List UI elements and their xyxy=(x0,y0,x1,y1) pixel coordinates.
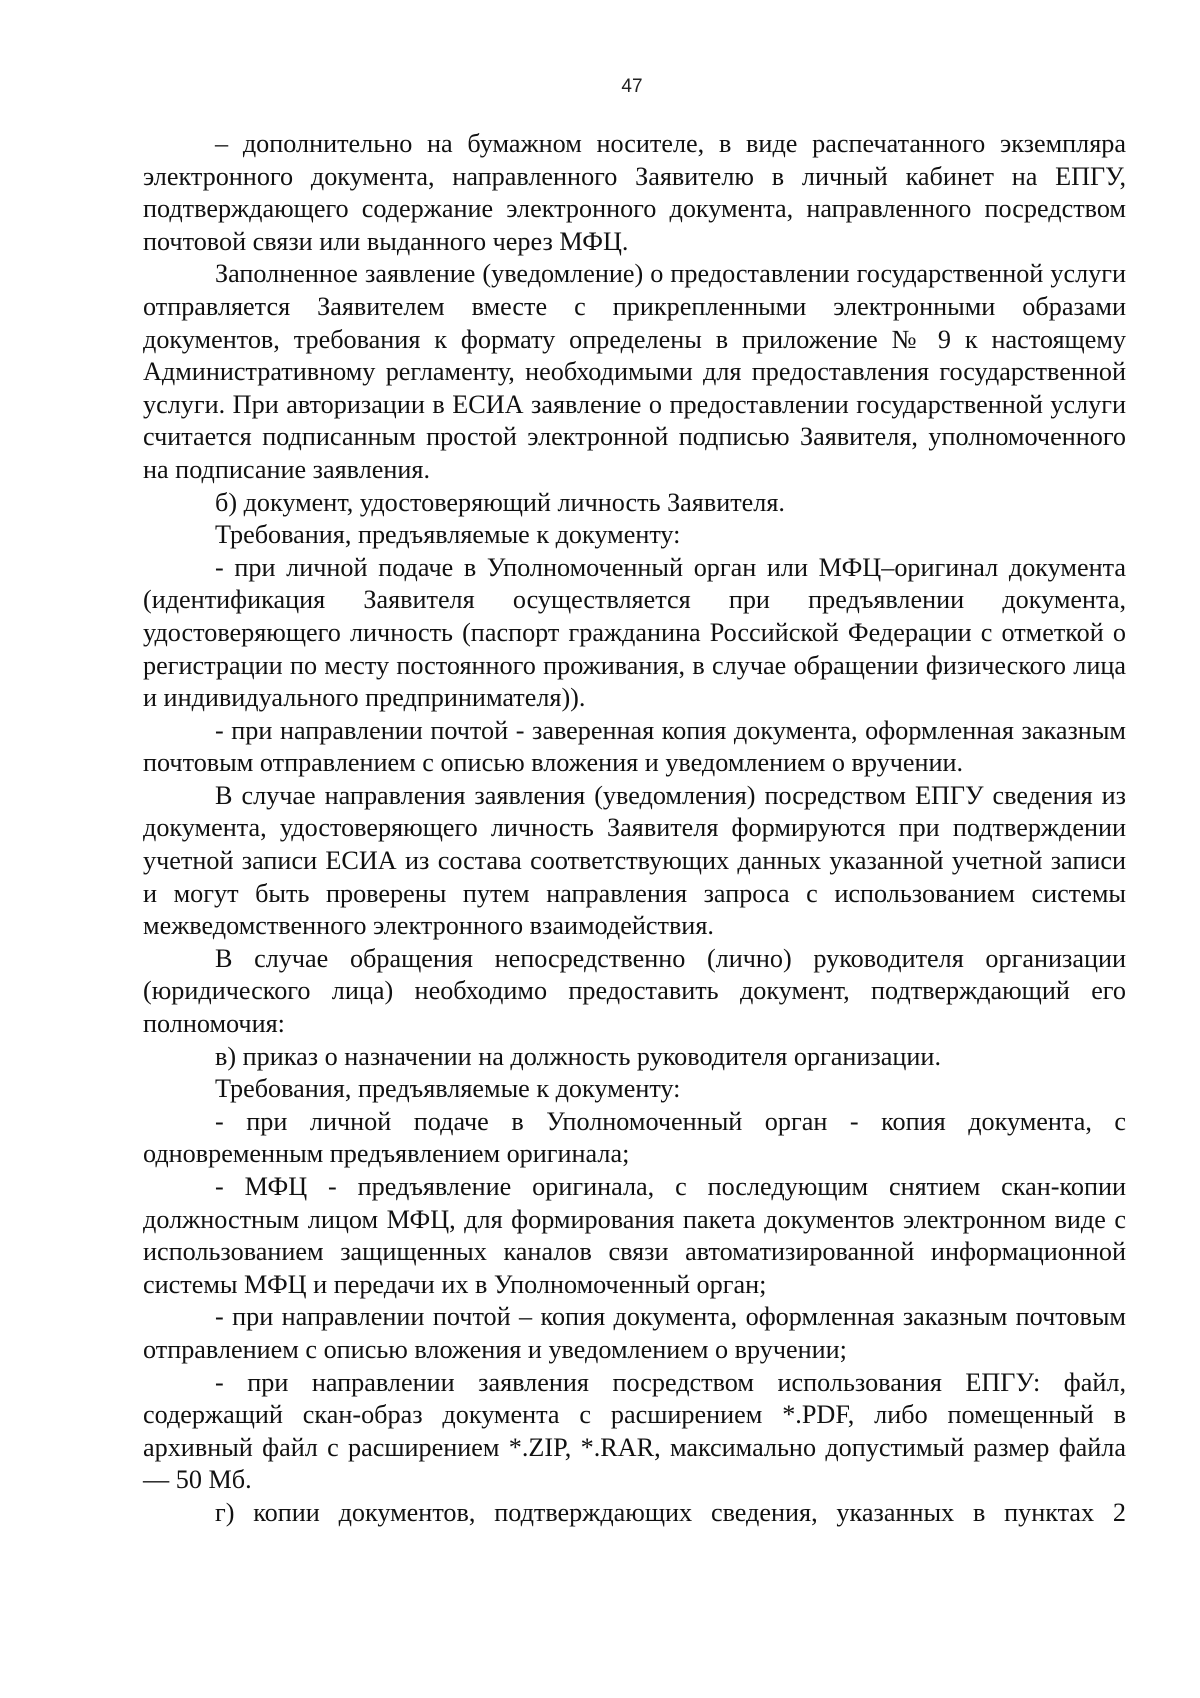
paragraph-requirements-heading-2: Требования, предъявляемые к документу: xyxy=(215,1074,681,1104)
paragraph-copy-with-original: - при личной подаче в Уполномоченный орган - копия документа, с одновременным предъявлением оригинала; xyxy=(143,1106,1126,1169)
page-number: 47 xyxy=(621,76,643,97)
paragraph-application-sending: Заполненное заявление (уведомление) о предоставлении государственной услуги отправляется Заявителем вместе с прикрепленными электронными образами документов, требования к формату определены в приложение № 9 к настоящему Административному регламенту, необходимыми для предоставления государственной услуги. При авторизации в ЕСИА заявление о предоставлении государственной услуги считается подписанным простой электронной подписью Заявителя, уполномоченного на подписание заявления. xyxy=(143,259,1126,484)
paragraph-item-g: г) копии документов, подтверждающих сведения, указанных в пунктах 2 xyxy=(215,1497,1126,1527)
paragraph-director-authority: В случае обращения непосредственно (лично) руководителя организации (юридического лица) необходимо предоставить документ, подтверждающий его полномочия: xyxy=(143,943,1126,1039)
paragraph-personal-submission: - при личной подаче в Уполномоченный орган или МФЦ–оригинал документа (идентификация Заявителя осуществляется при предъявлении документа, удостоверяющего личность (паспорт гражданина Российской Федерации с отметкой о регистрации по месту постоянного проживания, в случае обращении физического лица и индивидуального предпринимателя)). xyxy=(143,552,1126,713)
paragraph-requirements-heading: Требования, предъявляемые к документу: xyxy=(215,520,681,550)
paragraph-postal-submission: - при направлении почтой - заверенная копия документа, оформленная заказным почтовым отправлением с описью вложения и уведомлением о вручении. xyxy=(143,715,1126,778)
paragraph-item-v: в) приказ о назначении на должность руководителя организации. xyxy=(215,1041,941,1071)
paragraph-item-b: б) документ, удостоверяющий личность Заявителя. xyxy=(215,487,785,517)
paragraph-epgu-identity: В случае направления заявления (уведомления) посредством ЕПГУ сведения из документа, удостоверяющего личность Заявителя формируются при подтверждении учетной записи ЕСИА из состава соответствующих данных указанной учетной записи и могут быть проверены путем направления запроса с использованием системы межведомственного электронного взаимодействия. xyxy=(143,780,1126,941)
paragraph-postal-copy: - при направлении почтой – копия документа, оформленная заказным почтовым отправлением с описью вложения и уведомлением о вручении; xyxy=(143,1302,1126,1364)
document-body xyxy=(143,128,1126,1530)
paragraph-paper-copy: – дополнительно на бумажном носителе, в виде распечатанного экземпляра электронного документа, направленного Заявителю в личный кабинет на ЕПГУ, подтверждающего содержание электронного документа, направленного посредством почтовой связи или выданного через МФЦ. xyxy=(143,129,1126,256)
paragraph-epgu-file: - при направлении заявления посредством использования ЕПГУ: файл, содержащий скан-образ документа с расширением *.PDF, либо помещенный в архивный файл с расширением *.ZIP, *.RAR, максимально допустимый размер файла — 50 Мб. xyxy=(143,1367,1126,1495)
paragraph-mfc-scan: - МФЦ - предъявление оригинала, с последующим снятием скан-копии должностным лицом МФЦ, для формирования пакета документов электронном виде с использованием защищенных каналов связи автоматизированной информационной системы МФЦ и передачи их в Уполномоченный орган; xyxy=(143,1172,1126,1299)
